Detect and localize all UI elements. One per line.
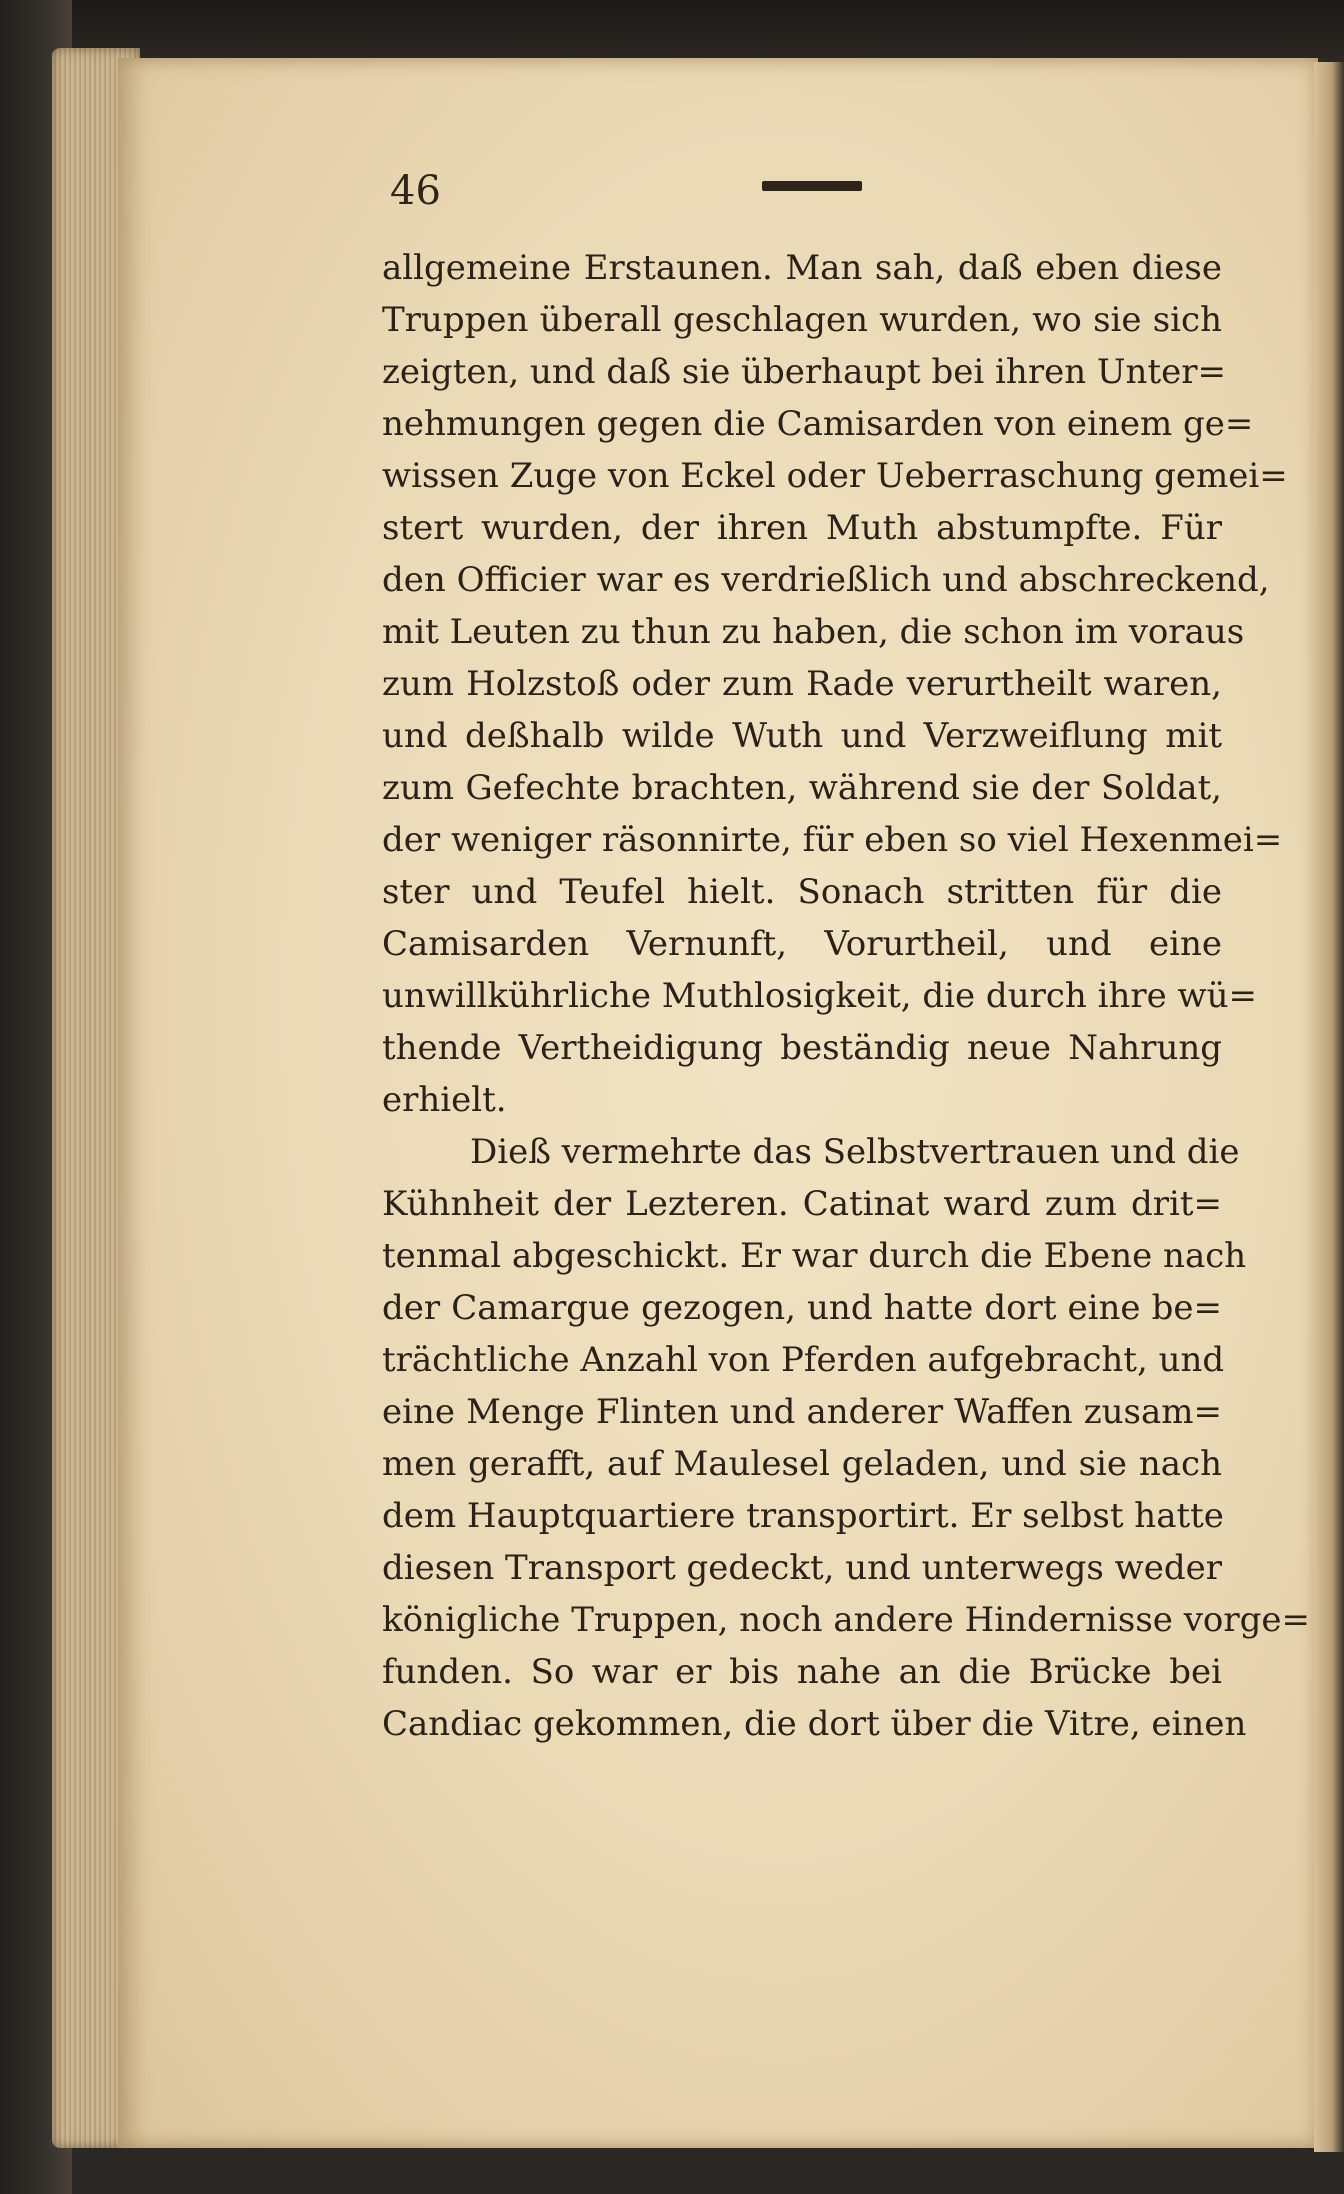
text-line: ster und Teufel hielt. Sonach stritten für die (382, 872, 1222, 912)
text-line: mit Leuten zu thun zu haben, die schon im voraus (382, 612, 1245, 652)
text-line: den Officier war es verdrießlich und abschreckend, (382, 560, 1270, 600)
text-line: dem Hauptquartiere transportirt. Er selbst hatte (382, 1496, 1224, 1536)
text-line: allgemeine Erstaunen. Man sah, daß eben diese (382, 248, 1222, 288)
paragraph-2 (382, 1126, 1311, 1750)
paragraph-1 (382, 242, 1288, 1126)
page-right-edge (1314, 62, 1344, 2152)
text-line: stert wurden, der ihren Muth abstumpfte. Für (382, 508, 1222, 548)
text-line: nehmungen gegen die Camisarden von einem ge= (382, 404, 1254, 444)
scanner-background (0, 0, 1344, 62)
text-line: thende Vertheidigung beständig neue Nahrung (382, 1028, 1222, 1068)
page-number: 46 (390, 168, 441, 214)
text-line: eine Menge Flinten und anderer Waffen zusam= (382, 1392, 1222, 1432)
text-line: Kühnheit der Lezteren. Catinat ward zum drit= (382, 1184, 1222, 1224)
text-line: Truppen überall geschlagen wurden, wo sie sich (382, 300, 1222, 340)
text-line: trächtliche Anzahl von Pferden aufgebracht, und (382, 1340, 1225, 1380)
text-line: der weniger räsonnirte, für eben so viel Hexenmei= (382, 820, 1283, 860)
text-line: men gerafft, auf Maulesel geladen, und sie nach (382, 1444, 1222, 1484)
text-line: zum Gefechte brachten, während sie der Soldat, (382, 768, 1222, 808)
text-line: Candiac gekommen, die dort über die Vitre, einen (382, 1704, 1247, 1744)
body-text (382, 242, 1311, 1750)
text-line: und deßhalb wilde Wuth und Verzweiflung mit (382, 716, 1222, 756)
text-line: wissen Zuge von Eckel oder Ueberraschung gemei= (382, 456, 1288, 496)
page-header (390, 168, 1236, 218)
text-line: zum Holzstoß oder zum Rade verurtheilt waren, (382, 664, 1222, 704)
text-line: diesen Transport gedeckt, und unterwegs weder (382, 1548, 1223, 1588)
text-line: erhielt. (382, 1080, 507, 1120)
text-line: tenmal abgeschickt. Er war durch die Ebene nach (382, 1236, 1247, 1276)
text-line: unwillkührliche Muthlosigkeit, die durch ihre wü= (382, 976, 1258, 1016)
header-rule (762, 181, 862, 191)
text-line: Dieß vermehrte das Selbstvertrauen und die (470, 1132, 1240, 1172)
text-line: Camisarden Vernunft, Vorurtheil, und eine (382, 924, 1222, 964)
text-line: der Camargue gezogen, und hatte dort eine be= (382, 1288, 1222, 1328)
text-line: königliche Truppen, noch andere Hindernisse vorge= (382, 1600, 1311, 1640)
text-line: funden. So war er bis nahe an die Brücke bei (382, 1652, 1222, 1692)
text-line: zeigten, und daß sie überhaupt bei ihren Unter= (382, 352, 1226, 392)
